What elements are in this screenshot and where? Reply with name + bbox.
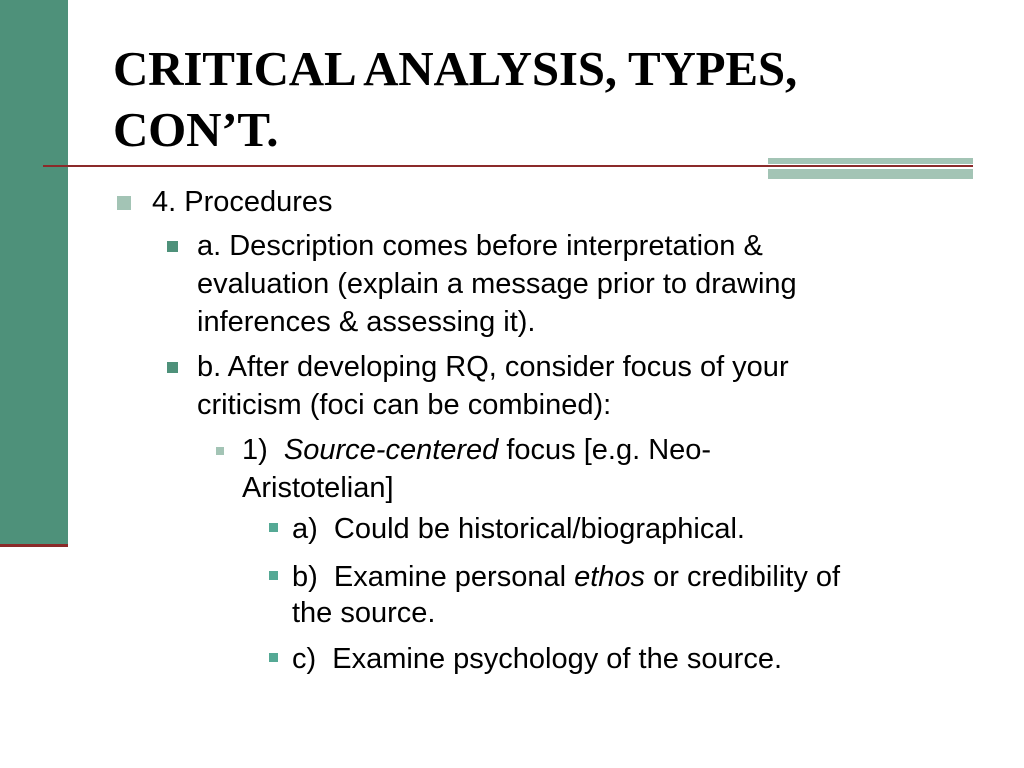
bullet-level-2-square-icon — [167, 362, 178, 373]
outline-item-1-line-2: Aristotelian] — [242, 472, 394, 504]
outline-item-1-rest: focus [e.g. Neo- — [498, 434, 712, 466]
outline-item-1-line-1 — [242, 431, 711, 469]
slide-title-line-2: CON’T. — [113, 102, 279, 157]
outline-item-1b-line-2: the source. — [292, 597, 436, 629]
outline-item-1-prefix: 1) — [242, 434, 284, 466]
outline-item-a-line-3: inferences & assessing it). — [197, 306, 536, 338]
bullet-level-2-square-icon — [167, 241, 178, 252]
outline-item-1c: c) Examine psychology of the source. — [292, 643, 783, 675]
bullet-level-4-square-icon — [269, 571, 278, 580]
outline-item-1b-prefix: b) Examine personal — [292, 561, 575, 593]
bullet-level-1-square-icon — [117, 196, 131, 210]
bullet-level-4-square-icon — [269, 523, 278, 532]
outline-item-1-italic: Source-centered — [283, 434, 499, 466]
outline-item-1b-rest: or credibility of — [645, 561, 841, 593]
outline-item-4: 4. Procedures — [152, 186, 333, 218]
outline-item-1b-italic: ethos — [574, 561, 646, 593]
outline-item-1a: a) Could be historical/biographical. — [292, 513, 745, 545]
bullet-level-3-square-icon — [216, 447, 224, 455]
bullet-level-4-square-icon — [269, 653, 278, 662]
outline-item-b-line-2: criticism (foci can be combined): — [197, 389, 612, 421]
outline-item-a-line-1: a. Description comes before interpretation & — [197, 230, 763, 262]
outline-item-a-line-2: evaluation (explain a message prior to drawing — [197, 268, 797, 300]
slide-title-line-1: CRITICAL ANALYSIS, TYPES, — [113, 41, 797, 96]
outline-item-1b-line-1 — [292, 558, 840, 596]
outline-item-b-line-1: b. After developing RQ, consider focus of your — [197, 351, 789, 383]
